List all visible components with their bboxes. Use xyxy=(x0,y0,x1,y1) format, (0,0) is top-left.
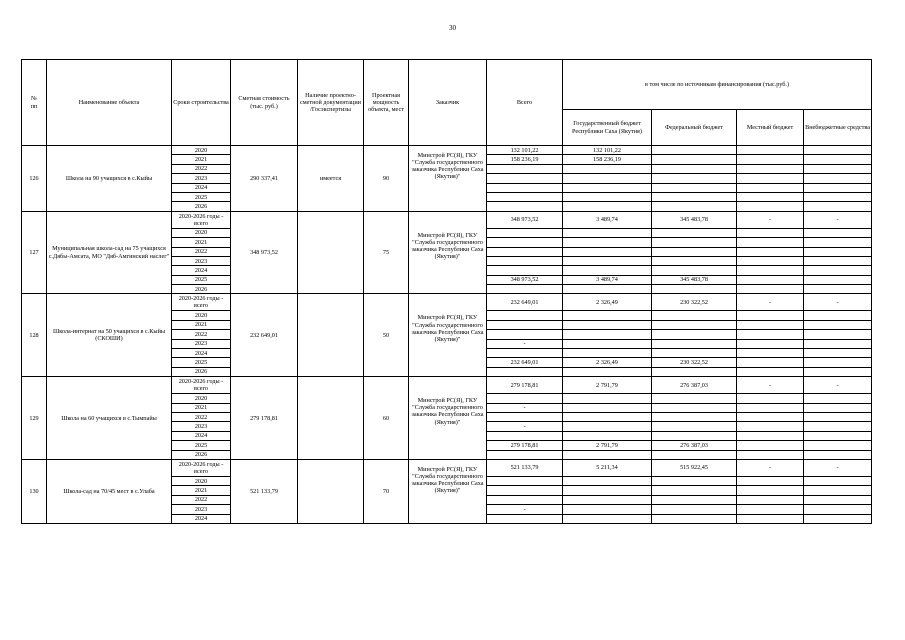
total-cell: 232 649,01 xyxy=(487,358,563,367)
state-budget-cell xyxy=(563,422,652,431)
object-docs: имеется xyxy=(298,146,364,212)
year-cell: 2022 xyxy=(172,247,231,256)
federal-budget-cell xyxy=(652,285,737,294)
state-budget-cell xyxy=(563,367,652,376)
total-cell xyxy=(487,174,563,183)
local-budget-cell xyxy=(737,486,804,495)
extra-budget-cell xyxy=(804,247,872,256)
local-budget-cell xyxy=(737,247,804,256)
header-total: Всего xyxy=(487,60,563,146)
state-budget-cell: 3 489,74 xyxy=(563,275,652,284)
year-cell: 2023 xyxy=(172,174,231,183)
state-budget-cell: 2 326,49 xyxy=(563,358,652,367)
state-budget-cell xyxy=(563,431,652,440)
state-budget-cell xyxy=(563,174,652,183)
local-budget-cell xyxy=(737,422,804,431)
extra-budget-cell xyxy=(804,403,872,412)
object-cost: 348 973,52 xyxy=(231,211,298,294)
table-row xyxy=(22,377,872,394)
extra-budget-cell xyxy=(804,412,872,421)
object-name: Муниципальная школа-сад на 75 учащихся с.Дябы-Амсата, МО "Дяб-Амгинский наслег" xyxy=(47,211,172,294)
federal-budget-cell xyxy=(652,505,737,514)
total-cell xyxy=(487,320,563,329)
local-budget-cell xyxy=(737,330,804,339)
year-cell: 2020-2026 годы - всего xyxy=(172,377,231,394)
object-name: Школа-интернат на 50 учащихся в с.Кыйы (СКОШИ) xyxy=(47,294,172,377)
year-cell: 2026 xyxy=(172,450,231,459)
extra-budget-cell xyxy=(804,146,872,155)
year-cell: 2020-2026 годы - всего xyxy=(172,294,231,311)
year-cell: 2021 xyxy=(172,486,231,495)
federal-budget-cell: 276 387,03 xyxy=(652,441,737,450)
total-cell xyxy=(487,202,563,211)
year-cell: 2025 xyxy=(172,275,231,284)
year-cell: 2024 xyxy=(172,349,231,358)
federal-budget-cell xyxy=(652,202,737,211)
local-budget-cell xyxy=(737,320,804,329)
total-cell xyxy=(487,183,563,192)
object-capacity: 70 xyxy=(364,459,409,523)
local-budget-cell xyxy=(737,358,804,367)
state-budget-cell xyxy=(563,238,652,247)
object-customer: Минстрой РС(Я), ГКУ "Служба государственного заказчика Республики Саха (Якутия)" xyxy=(409,294,487,377)
federal-budget-cell: 230 322,52 xyxy=(652,294,737,311)
total-cell xyxy=(487,450,563,459)
table-row xyxy=(22,459,872,476)
extra-budget-cell xyxy=(804,275,872,284)
year-cell: 2020-2026 годы - всего xyxy=(172,459,231,476)
federal-budget-cell xyxy=(652,495,737,504)
total-cell xyxy=(487,266,563,275)
state-budget-cell xyxy=(563,403,652,412)
state-budget-cell xyxy=(563,228,652,237)
page-number: 30 xyxy=(449,24,456,32)
total-cell xyxy=(487,164,563,173)
local-budget-cell xyxy=(737,174,804,183)
header-src-state: Государственный бюджет Республики Саха (Якутия) xyxy=(563,110,652,146)
financing-table xyxy=(21,59,872,524)
extra-budget-cell xyxy=(804,431,872,440)
total-cell xyxy=(487,412,563,421)
year-cell: 2021 xyxy=(172,238,231,247)
federal-budget-cell xyxy=(652,476,737,485)
local-budget-cell xyxy=(737,164,804,173)
year-cell: 2020 xyxy=(172,228,231,237)
federal-budget-cell xyxy=(652,339,737,348)
state-budget-cell: 132 101,22 xyxy=(563,146,652,155)
state-budget-cell: 158 236,19 xyxy=(563,155,652,164)
local-budget-cell xyxy=(737,266,804,275)
state-budget-cell xyxy=(563,164,652,173)
federal-budget-cell: 515 922,45 xyxy=(652,459,737,476)
extra-budget-cell xyxy=(804,495,872,504)
federal-budget-cell: 230 322,52 xyxy=(652,358,737,367)
state-budget-cell xyxy=(563,192,652,201)
table-row xyxy=(22,294,872,311)
extra-budget-cell xyxy=(804,505,872,514)
year-cell: 2024 xyxy=(172,266,231,275)
local-budget-cell xyxy=(737,146,804,155)
local-budget-cell xyxy=(737,349,804,358)
object-name: Школа-сад на 70/45 мест в с.Улаба xyxy=(47,459,172,523)
state-budget-cell: 2 326,49 xyxy=(563,294,652,311)
federal-budget-cell xyxy=(652,367,737,376)
object-name: Школа на 60 учащихся в с.Тымпайы xyxy=(47,377,172,460)
total-cell xyxy=(487,495,563,504)
extra-budget-cell xyxy=(804,285,872,294)
object-customer: Минстрой РС(Я), ГКУ "Служба государственного заказчика Республики Саха (Якутия)" xyxy=(409,211,487,294)
year-cell: 2024 xyxy=(172,514,231,523)
local-budget-cell xyxy=(737,228,804,237)
object-capacity: 60 xyxy=(364,377,409,460)
year-cell: 2024 xyxy=(172,431,231,440)
extra-budget-cell xyxy=(804,183,872,192)
federal-budget-cell xyxy=(652,164,737,173)
object-number: 128 xyxy=(22,294,47,377)
object-number: 127 xyxy=(22,211,47,294)
total-cell: 232 649,01 xyxy=(487,294,563,311)
total-cell: 521 133,79 xyxy=(487,459,563,476)
state-budget-cell xyxy=(563,256,652,265)
table-row xyxy=(22,146,872,155)
local-budget-cell xyxy=(737,403,804,412)
total-cell: 279 178,81 xyxy=(487,441,563,450)
state-budget-cell xyxy=(563,285,652,294)
state-budget-cell xyxy=(563,486,652,495)
local-budget-cell xyxy=(737,256,804,265)
header-src-extra: Внебюджетные средства xyxy=(804,110,872,146)
extra-budget-cell xyxy=(804,441,872,450)
local-budget-cell xyxy=(737,441,804,450)
state-budget-cell xyxy=(563,247,652,256)
object-docs xyxy=(298,211,364,294)
total-cell xyxy=(487,311,563,320)
extra-budget-cell xyxy=(804,514,872,523)
local-budget-cell: - xyxy=(737,377,804,394)
local-budget-cell: - xyxy=(737,459,804,476)
federal-budget-cell xyxy=(652,330,737,339)
object-number: 130 xyxy=(22,459,47,523)
state-budget-cell xyxy=(563,202,652,211)
extra-budget-cell xyxy=(804,266,872,275)
table-row xyxy=(22,211,872,228)
year-cell: 2025 xyxy=(172,358,231,367)
total-cell xyxy=(487,486,563,495)
extra-budget-cell xyxy=(804,202,872,211)
state-budget-cell xyxy=(563,412,652,421)
total-cell xyxy=(487,256,563,265)
local-budget-cell xyxy=(737,183,804,192)
year-cell: 2023 xyxy=(172,339,231,348)
extra-budget-cell xyxy=(804,320,872,329)
year-cell: 2022 xyxy=(172,330,231,339)
extra-budget-cell xyxy=(804,311,872,320)
object-cost: 279 178,81 xyxy=(231,377,298,460)
local-budget-cell xyxy=(737,431,804,440)
federal-budget-cell xyxy=(652,450,737,459)
total-cell xyxy=(487,285,563,294)
total-cell xyxy=(487,367,563,376)
local-budget-cell xyxy=(737,412,804,421)
total-cell xyxy=(487,247,563,256)
state-budget-cell xyxy=(563,505,652,514)
extra-budget-cell: - xyxy=(804,377,872,394)
state-budget-cell xyxy=(563,311,652,320)
total-cell xyxy=(487,192,563,201)
total-cell xyxy=(487,476,563,485)
total-cell: - xyxy=(487,422,563,431)
year-cell: 2020 xyxy=(172,311,231,320)
state-budget-cell xyxy=(563,476,652,485)
federal-budget-cell xyxy=(652,183,737,192)
extra-budget-cell xyxy=(804,238,872,247)
year-cell: 2020 xyxy=(172,394,231,403)
total-cell xyxy=(487,394,563,403)
federal-budget-cell xyxy=(652,320,737,329)
extra-budget-cell xyxy=(804,349,872,358)
extra-budget-cell xyxy=(804,422,872,431)
state-budget-cell: 3 489,74 xyxy=(563,211,652,228)
year-cell: 2025 xyxy=(172,192,231,201)
total-cell xyxy=(487,514,563,523)
extra-budget-cell xyxy=(804,486,872,495)
state-budget-cell xyxy=(563,394,652,403)
header-sources: в том числе по источникам финансирования (тыс.руб.) xyxy=(563,60,872,110)
local-budget-cell xyxy=(737,285,804,294)
state-budget-cell xyxy=(563,514,652,523)
federal-budget-cell xyxy=(652,266,737,275)
extra-budget-cell xyxy=(804,358,872,367)
federal-budget-cell xyxy=(652,349,737,358)
extra-budget-cell xyxy=(804,228,872,237)
year-cell: 2022 xyxy=(172,412,231,421)
total-cell: 279 178,81 xyxy=(487,377,563,394)
state-budget-cell xyxy=(563,330,652,339)
object-cost: 232 649,01 xyxy=(231,294,298,377)
object-customer: Минстрой РС(Я), ГКУ "Служба государственного заказчика Республики Саха (Якутия)" xyxy=(409,377,487,460)
header-name: Наименование объекта xyxy=(47,60,172,146)
federal-budget-cell xyxy=(652,412,737,421)
year-cell: 2020-2026 годы - всего xyxy=(172,211,231,228)
state-budget-cell xyxy=(563,339,652,348)
header-cost: Сметная стоимость (тыс. руб.) xyxy=(231,60,298,146)
year-cell: 2020 xyxy=(172,146,231,155)
object-capacity: 75 xyxy=(364,211,409,294)
extra-budget-cell xyxy=(804,174,872,183)
total-cell: - xyxy=(487,403,563,412)
extra-budget-cell xyxy=(804,155,872,164)
local-budget-cell xyxy=(737,514,804,523)
extra-budget-cell xyxy=(804,394,872,403)
federal-budget-cell xyxy=(652,403,737,412)
header-customer: Заказчик xyxy=(409,60,487,146)
year-cell: 2025 xyxy=(172,441,231,450)
state-budget-cell xyxy=(563,495,652,504)
header-capacity: Проектная мощность объекта, мест xyxy=(364,60,409,146)
extra-budget-cell xyxy=(804,450,872,459)
object-docs xyxy=(298,294,364,377)
state-budget-cell xyxy=(563,349,652,358)
year-cell: 2022 xyxy=(172,495,231,504)
local-budget-cell xyxy=(737,394,804,403)
year-cell: 2022 xyxy=(172,164,231,173)
year-cell: 2021 xyxy=(172,320,231,329)
total-cell xyxy=(487,330,563,339)
federal-budget-cell xyxy=(652,146,737,155)
federal-budget-cell xyxy=(652,394,737,403)
state-budget-cell xyxy=(563,183,652,192)
federal-budget-cell xyxy=(652,486,737,495)
local-budget-cell xyxy=(737,192,804,201)
federal-budget-cell xyxy=(652,311,737,320)
federal-budget-cell xyxy=(652,238,737,247)
year-cell: 2026 xyxy=(172,285,231,294)
extra-budget-cell xyxy=(804,164,872,173)
federal-budget-cell xyxy=(652,155,737,164)
extra-budget-cell: - xyxy=(804,211,872,228)
header-docs: Наличие проектно-сметной документации /Госэкспертизы xyxy=(298,60,364,146)
object-docs xyxy=(298,377,364,460)
local-budget-cell xyxy=(737,367,804,376)
object-number: 129 xyxy=(22,377,47,460)
extra-budget-cell xyxy=(804,367,872,376)
local-budget-cell xyxy=(737,505,804,514)
object-customer: Минстрой РС(Я), ГКУ "Служба государственного заказчика Республики Саха (Якутия)" xyxy=(409,459,487,523)
federal-budget-cell xyxy=(652,431,737,440)
year-cell: 2026 xyxy=(172,367,231,376)
local-budget-cell xyxy=(737,339,804,348)
federal-budget-cell: 345 483,78 xyxy=(652,211,737,228)
object-capacity: 90 xyxy=(364,146,409,212)
total-cell: 348 973,52 xyxy=(487,211,563,228)
total-cell xyxy=(487,228,563,237)
state-budget-cell: 5 211,34 xyxy=(563,459,652,476)
local-budget-cell xyxy=(737,311,804,320)
local-budget-cell xyxy=(737,238,804,247)
state-budget-cell xyxy=(563,320,652,329)
total-cell: - xyxy=(487,505,563,514)
object-customer: Минстрой РС(Я), ГКУ "Служба государственного заказчика Республики Саха (Якутия)" xyxy=(409,146,487,212)
state-budget-cell xyxy=(563,266,652,275)
extra-budget-cell: - xyxy=(804,459,872,476)
local-budget-cell xyxy=(737,202,804,211)
federal-budget-cell xyxy=(652,228,737,237)
extra-budget-cell: - xyxy=(804,294,872,311)
total-cell xyxy=(487,431,563,440)
local-budget-cell xyxy=(737,476,804,485)
local-budget-cell xyxy=(737,495,804,504)
total-cell: 158 236,19 xyxy=(487,155,563,164)
object-number: 126 xyxy=(22,146,47,212)
federal-budget-cell: 345 483,78 xyxy=(652,275,737,284)
header-term: Сроки строительства xyxy=(172,60,231,146)
local-budget-cell: - xyxy=(737,211,804,228)
object-cost: 290 337,41 xyxy=(231,146,298,212)
federal-budget-cell xyxy=(652,422,737,431)
state-budget-cell xyxy=(563,450,652,459)
header-src-local: Местный бюджет xyxy=(737,110,804,146)
federal-budget-cell xyxy=(652,192,737,201)
year-cell: 2021 xyxy=(172,403,231,412)
extra-budget-cell xyxy=(804,192,872,201)
local-budget-cell: - xyxy=(737,294,804,311)
table-body xyxy=(22,146,872,524)
total-cell: - xyxy=(487,339,563,348)
federal-budget-cell xyxy=(652,247,737,256)
year-cell: 2020 xyxy=(172,476,231,485)
state-budget-cell: 2 791,79 xyxy=(563,377,652,394)
extra-budget-cell xyxy=(804,256,872,265)
federal-budget-cell: 276 387,03 xyxy=(652,377,737,394)
year-cell: 2021 xyxy=(172,155,231,164)
header-src-federal: Федеральный бюджет xyxy=(652,110,737,146)
year-cell: 2026 xyxy=(172,202,231,211)
federal-budget-cell xyxy=(652,174,737,183)
local-budget-cell xyxy=(737,450,804,459)
year-cell: 2023 xyxy=(172,505,231,514)
total-cell: 348 973,52 xyxy=(487,275,563,284)
local-budget-cell xyxy=(737,275,804,284)
extra-budget-cell xyxy=(804,476,872,485)
object-docs xyxy=(298,459,364,523)
federal-budget-cell xyxy=(652,256,737,265)
total-cell xyxy=(487,238,563,247)
extra-budget-cell xyxy=(804,339,872,348)
year-cell: 2024 xyxy=(172,183,231,192)
object-name: Школа на 90 учащихся в с.Кыйы xyxy=(47,146,172,212)
object-cost: 521 133,79 xyxy=(231,459,298,523)
federal-budget-cell xyxy=(652,514,737,523)
local-budget-cell xyxy=(737,155,804,164)
extra-budget-cell xyxy=(804,330,872,339)
header-no: № пп xyxy=(22,60,47,146)
total-cell xyxy=(487,349,563,358)
year-cell: 2023 xyxy=(172,422,231,431)
state-budget-cell: 2 791,79 xyxy=(563,441,652,450)
total-cell: 132 101,22 xyxy=(487,146,563,155)
year-cell: 2023 xyxy=(172,256,231,265)
object-capacity: 50 xyxy=(364,294,409,377)
